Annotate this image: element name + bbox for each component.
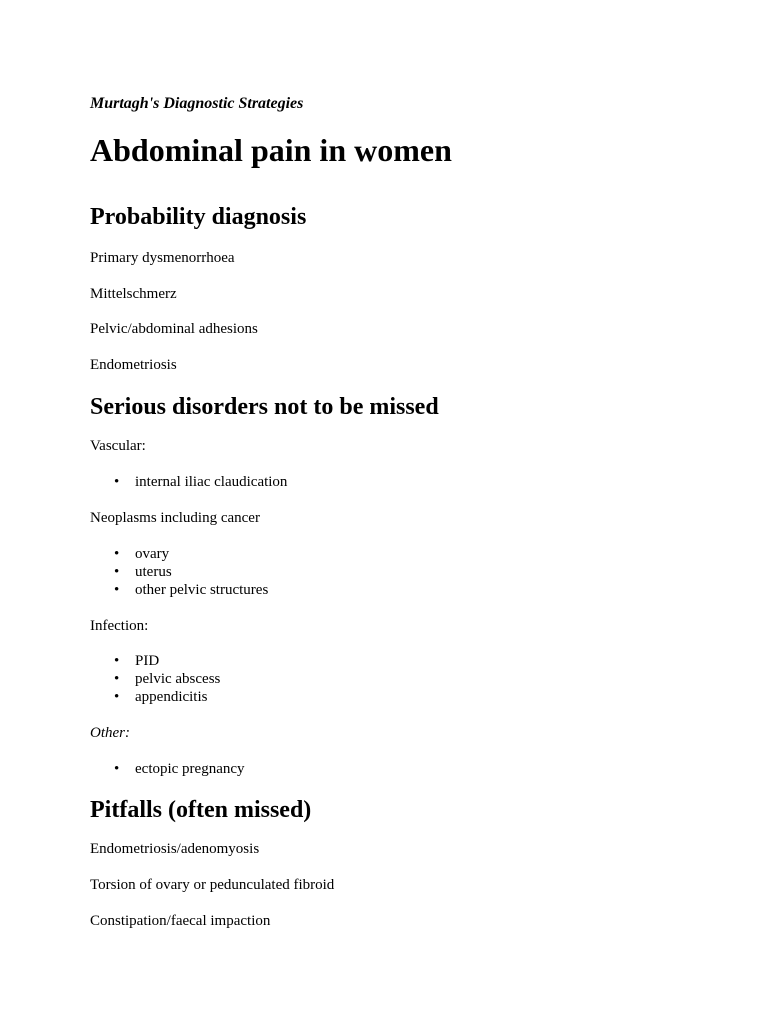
vascular-label: Vascular: (90, 438, 146, 454)
list-item: • ectopic pregnancy (114, 761, 245, 777)
probability-item: Endometriosis (90, 357, 177, 373)
other-label: Other: (90, 725, 130, 741)
bullet: • (114, 474, 120, 490)
infection-list (90, 652, 220, 706)
list-item: • pelvic abscess (114, 671, 221, 687)
list-item: • internal iliac claudication (114, 474, 288, 490)
neoplasms-list (90, 545, 268, 599)
section-heading-probability: Probability diagnosis (90, 204, 307, 230)
bullet: • (114, 689, 120, 705)
section-heading-pitfalls: Pitfalls (often missed) (90, 797, 312, 823)
list-item: • ovary (114, 546, 170, 562)
vascular-list (90, 473, 287, 491)
list-item: • PID (114, 653, 160, 669)
neoplasms-label: Neoplasms including cancer (90, 510, 260, 526)
pitfall-item: Endometriosis/adenomyosis (90, 841, 260, 857)
bullet: • (114, 653, 120, 669)
list-item: • uterus (114, 564, 172, 580)
bullet: • (114, 564, 120, 580)
section-heading-serious: Serious disorders not to be missed (90, 394, 439, 420)
probability-item: Primary dysmenorrhoea (90, 250, 235, 266)
bullet: • (114, 761, 120, 777)
source-title: Murtagh's Diagnostic Strategies (90, 95, 304, 112)
infection-label: Infection: (90, 618, 149, 634)
other-list (90, 760, 245, 778)
list-item: • appendicitis (114, 689, 208, 705)
bullet: • (114, 546, 120, 562)
list-item: • other pelvic structures (114, 582, 269, 598)
probability-item: Pelvic/abdominal adhesions (90, 321, 258, 337)
page-title: Abdominal pain in women (90, 132, 452, 168)
pitfall-item: Constipation/faecal impaction (90, 913, 271, 929)
probability-item: Mittelschmerz (90, 286, 177, 302)
pitfall-item: Torsion of ovary or pedunculated fibroid (90, 877, 335, 893)
bullet: • (114, 582, 120, 598)
bullet: • (114, 671, 120, 687)
